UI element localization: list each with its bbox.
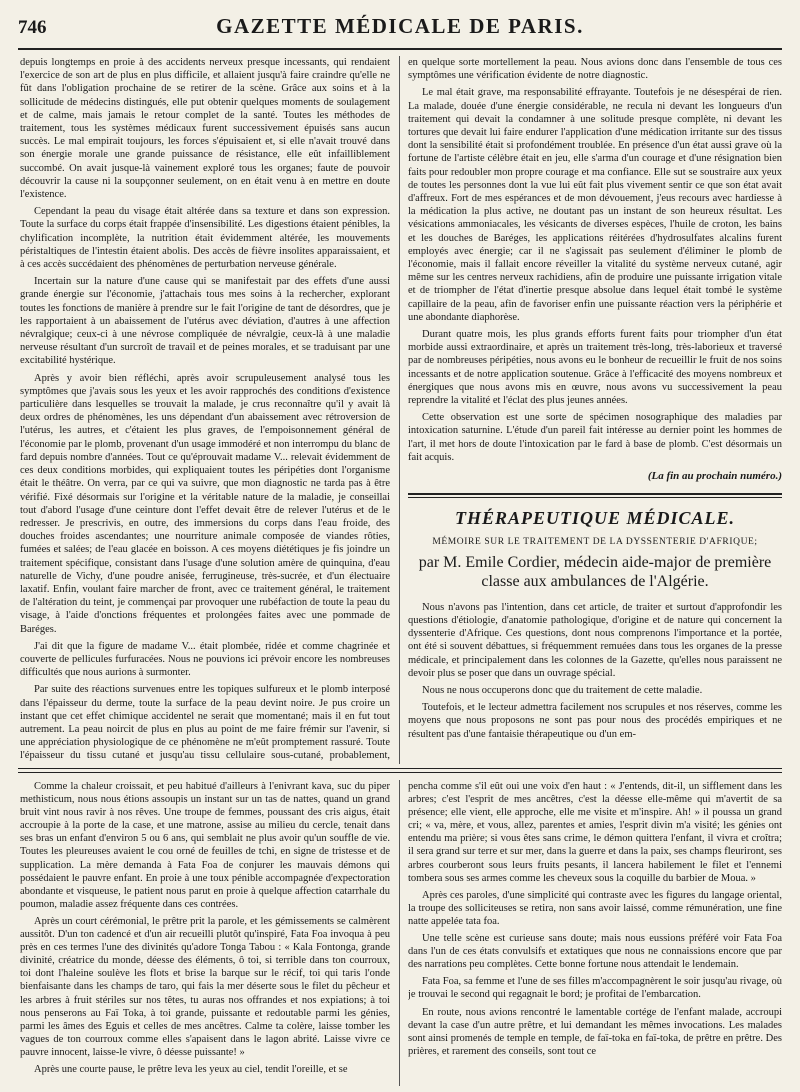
paragraph: Après une courte pause, le prêtre leva les yeux au ciel, tendit l'oreille, et se [34,1063,348,1075]
paragraph: depuis longtemps en proie à des accidents nerveux presque incessants, qui rendaient l'exercice de son art de plus en plus difficile, et allaient jusqu'à faire craindre qu'elle ne fût dans l'obligation prochaine de se retirer de la scène. Grâce aux soins et à la sollicitude de médecins distingués, elle put obtenir quelques moments de soulagement et de calme, mais jamais le retour complet de la santé. Toutes les méthodes de traitement, tous les systèmes médicaux furent successivement épuisés sans aucun succès. Le mal empirait toujours, les forces s'épuisaient et, si elle n'avait trouvé dans son énergie morale une grande puissance de résistance, elle eût infailliblement succombé. On avait jusque-là vainement exploré tous les organes; faute de pouvoir découvrir la cause ni la soupçonner seulement, on en était venu à en mettre en doute l'existence. [20,57,390,201]
feuilleton-left-column [20,780,390,1086]
header-rule [18,48,782,50]
paragraph: Une telle scène est curieuse sans doute; mais nous eussions préféré voir Fata Foa dans l'un de ces états convulsifs et extatiques que nous ne connaissions encore que par des narrations peu complètes. Cette bonne fortune nous attendait le lendemain. [408,933,782,971]
column-divider [399,780,400,1086]
paragraph: Toutefois, et le lecteur admettra facilement nos scrupules et nos réserves, comme les moyens que nous proposons ne sont pas pour nous des procédés empiriques et ne résultent pas d'une fantaisie thérapeutique ou d'un em- [408,702,782,740]
paragraph: Le mal était grave, ma responsabilité effrayante. Toutefois je ne désespérai de rien. La malade, douée d'une énergie considérable, ne recula ni devant les longueurs d'un traitement qui devait la condamner à une solitude presque complète, ni devant les tortures que devait lui faire endurer l'application d'une médication irritante sur des tissus dont la sensibilité était si profondément troublée. En présence d'un état aussi grave où la fortune de l'artiste célèbre était en jeu, elle s'arma d'un courage et d'une résignation bien faits pour redoubler mon propre courage et ma confiance. Elle sut se soustraire aux yeux de toutes les personnes dont la vue lui eût fait plus vivement sentir ce que son état avait d'affreux. Fort de mes espérances et de mon dévouement, j'eus recours avec hardiesse à la médication la plus active, ne doutant pas un instant de son heureux résultat. Les vésications ammoniacales, les vésicants de diverses espèces, l'huile de croton, les bains et les douches de Baréges, les applications réitérées d'hydrosulfates alcalins furent employés avec énergie; car il ne s'agissait pas seulement d'éliminer le plomb de l'économie, mais il fallait encore réveiller la vitalité du système nerveux cutané, agir même sur les centres nerveux rachidiens, afin de produire une puissante irrigation vitale et de triompher de l'état d'inertie presque absolue dans lequel était tombé le système capillaire de la peau, afin de favoriser enfin une puissante réaction vers la périphérie et une abondante diaphorèse. [408,87,782,323]
section-title: THÉRAPEUTIQUE MÉDICALE. [454,508,736,529]
paragraph: Par suite des réactions survenues entre les topiques sulfureux et le plomb interposé dans l'épaisseur du derme, toute la surface de la peau devint noire. Je pus croire un instant que cet effet chimique accidentel ne serait que momentané; mais il en fut tout autrement. La peau noircit de plus en plus au point de me faire frémir sur l'avenir, si une appréciation physiologique de ce phénomène ne m'eût promptement rassuré. Toute l'épaisseur du tissu cutané et jusqu'au tissu cellulaire sous-cutané, probablement, [20,684,390,762]
paragraph: J'ai dit que la figure de madame V... était plombée, ridée et comme chagrinée et couverte de pellicules furfuracées. Nous ne pouvions ici prévoir encore les nombreuses difficultés que nous aurions à surmonter. [20,640,390,679]
paragraph: pencha comme s'il eût oui une voix d'en haut : « J'entends, dit-il, un sifflement dans les arbres; c'est l'esprit de mes ancêtres, c'est la déesse elle-même qui m'avertit de sa présence; elle vient, elle approche, elle me visite et m'inspire. Ah! » il poussa un grand cri; « va, mère, et vous, allez, parentes et amies, l'esprit divin m'a visité; les génies ont entendu ma prière; si vous êtes sans crime, le démon quittera l'enfant, il vivra et croîtra; il sera grand sur terre et sur mer, dans la guerre et dans la paix, ses champs fleuriront, ses arbres courberont sous leurs fruits pesants, il lancera habilement le filet et l'ennemi tombera sous ses armes comme les cheveux sous la coquille du barbier de Moua. » [408,781,782,884]
page-header [18,14,782,48]
section-rule [408,493,782,495]
top-right-column [408,56,782,764]
paragraph: En route, nous avions rencontré le lamentable cortége de l'enfant malade, accroupi devant la case d'un autre prêtre, et lui demandant les mêmes invocations. Les malades sont ainsi promenés de temple en temple, de faï-toka en faï-toka, de prêtre en prêtre. Des prières, et rarement des conseils, sont tout ce [408,1006,782,1057]
paragraph: Fata Foa, sa femme et l'une de ses filles m'accompagnèrent le soir jusqu'au rivage, où je trouvai le second qui regagnait le bord; je profitai de l'embarcation. [408,976,782,1001]
feuilleton-rule [18,772,782,773]
journal-title: GAZETTE MÉDICALE DE PARIS. [216,14,584,38]
paragraph: Nous n'avons pas l'intention, dans cet article, de traiter et surtout d'approfondir les questions d'étiologie, d'anatomie pathologique, d'origine et de nature qui concernent la dyssenterie d'Afrique. Ces questions, dont nous comprenons l'importance et la portée, ont été si souvent débattues, si fréquemment remuées dans tous les organes de la presse médicale, et principalement dans les colonnes de la Gazette, qu'elles nous paraissent ne devoir plus se poser que dans un ouvrage spécial. [408,601,782,679]
section-rule [408,497,782,498]
paragraph: Comme la chaleur croissait, et peu habitué d'ailleurs à l'enivrant kava, suc du piper methisticum, nous nous étions assoupis un instant sur un tas de nattes, quand un grand bruit vint nous ravir à nos rêves. Une troupe de femmes, poussant des cris aigus, était accroupie à la porte de la case, et une matrone, assise au milieu du cercle, tenait dans ses bras un enfant d'environ 5 ou 6 ans, qui semblait ne plus avoir qu'un souffle de vie. Toutes les pleureuses avaient le cou orné de feuilles de tchi, en signe de tristesse et de supplication. La mère demanda à Fata Foa de conjurer les mauvais démons qui possédaient le pauvre enfant. En proie à une toux pénible accompagnée d'expectoration abondante et visqueuse, le patient nous parut en proie à quelque affection catarrhale du poumon, maladie assez fréquente dans ces contrées. [20,781,390,910]
feuilleton-right-column [408,780,782,1086]
paragraph: Après y avoir bien réfléchi, après avoir scrupuleusement analysé tous les symptômes que j'avais sous les yeux et les avoir rapprochés des conditions d'existence particulière dans lesquelles se trouvait la malade, je crus reconnaître qu'il y avait là deux ordres de phénomènes, les uns dépendant d'un abaissement avec rétroversion de l'utérus, les autres, et c'étaient les plus graves, de l'empoisonnement général de l'économie par le plomb, provenant d'un usage immodéré et non interrompu du blanc de fard depuis nombre d'années. Tout ce qu'éprouvait madame V... relevait évidemment de ces deux conditions morbides, qui expliquaient toutes les péripéties dont l'organisme était le théâtre. On verra, par ce qui va suivre, que mon diagnostic ne tarda pas à être vérifié. Fixé désormais sur l'origine et la véritable nature de la maladie, je conseillai tout d'abord l'usage d'une ceinture dont l'effet devait être de relever l'utérus et de le redresser. Je prescrivis, en outre, des immersions du corps dans l'eau froide, des douches froides ascendantes; une nourriture animale composée de viandes rôties, fumées et salées; de l'eau glacée en boisson. A ces moyens diététiques je fis joindre un traitement spécifique, consistant dans l'usage d'une solution amère de quinquina, d'eau naturelle de Vichy, d'une poudre anisée, ferrugineuse, très-sucrée, et d'un électuaire laxatif. Enfin, voulant faire marcher de front, avec ce traitement général, le traitement de l'altération du teint, je commençai par provoquer une rubéfaction de toute la peau du visage, à l'aide d'onctions fréquentes et prolongées faites avec une pommade de Baréges. [20,372,390,635]
top-left-column [20,56,390,764]
paragraph: Nous ne nous occuperons donc que du traitement de cette maladie. [422,684,703,696]
paragraph: Cependant la peau du visage était altérée dans sa texture et dans son expression. Toute la surface du corps était frappée d'insensibilité. Les digestions étaient pénibles, la chylification incomplète, la nutrition était évidemment altérée, les mouvements péristaltiques de l'intestin étaient abolis. Des accès de fièvre insolites apparaissaient, et à ces accès succédaient des phénomènes de perturbation nerveuse générale. [20,206,390,271]
article-title: MÉMOIRE SUR LE TRAITEMENT DE LA DYSSENTERIE D'AFRIQUE; [432,536,758,547]
page-number: 746 [18,17,47,38]
article-byline: par M. Emile Cordier, médecin aide-major de première classe aux ambulances de l'Algérie. [418,553,772,590]
paragraph: Durant quatre mois, les plus grands efforts furent faits pour triompher d'un état morbide aussi extraordinaire, et après un traitement très-long, très-laborieux et traversé par de nombreuses péripéties, nous avons eu le bonheur de recueillir le fruit de nos soins incessants et de notre application soutenue. Grâce à l'efficacité des moyens nombreux et énergiques que nous avons mis en œuvre, nous avons vu successivement la peau reprendre la vitalité et l'éclat des plus jeunes années. [408,329,782,407]
column-divider [399,56,400,764]
feuilleton-rule [18,768,782,769]
paragraph: Incertain sur la nature d'une cause qui se manifestait par des effets d'une aussi grande énergie sur l'économie, j'attachais tous mes soins à la rechercher, explorant toutes les fonctions de manière à prendre sur le fait l'origine de tant de désordres, que je les rapportaient à un abaissement de l'utérus avec déviation, d'autres à une affection névralgique; ceux-ci à une névrose compliquée de névralgie, ceux-là à une maladie nerveuse résultant d'un surcroît de travail et de peines morales, et se traduisant par une excitabilité hystérique. [20,276,390,367]
paragraph: Après un court cérémonial, le prêtre prit la parole, et les gémissements se calmèrent aussitôt. D'un ton cadencé et d'un air recueilli plutôt qu'inspiré, Fata Foa invoqua à peu près en ces termes l'une des divinités qu'adore Tonga Tabou : « Kala Fontonga, grande divinité, créatrice du monde, déesse des éléments, ô toi, si terrible dans ton courroux, toi dont l'haleine soulève les flots et brise la barque sur le récif, toi qui taris l'onde bienfaisante dans les champs de taro, qui fais la mer déserte sous le filet du pêcheur et les arbres à fruit stériles sur nos têtes, tu auras nos offrandes et nos expiations; à toi nous penserons au Faï Toka, à toi grande, puissante et redoutable parmi les génies, parmi les âmes des Eguis et celles de mes ancêtres. Calme ta colère, laisse tomber les vagues de ton courroux comme elles s'apaisent dans le lagon abrité. Laisse vivre ce pauvre innocent, laisse-le vivre, ô déesse puissante! » [20,915,390,1058]
continuation-note: (La fin au prochain numéro.) [647,470,782,483]
paragraph: en quelque sorte mortellement la peau. Nous avions donc dans l'ensemble de tous ces symptômes une vérification évidente de notre diagnostic. [408,57,782,82]
paragraph: Après ces paroles, d'une simplicité qui contraste avec les figures du langage oriental, la troupe des solliciteuses se retira, non sans avoir laissé, comme rémunération, une fine natte appelée tata foa. [408,889,782,927]
paragraph: Cette observation est une sorte de spécimen nosographique des maladies par intoxication saturnine. L'étude d'un pareil fait intéresse au dernier point les hommes de l'art, il met hors de doute l'intoxication par le fard à base de plomb. C'est désormais un fait acquis. [408,412,782,463]
